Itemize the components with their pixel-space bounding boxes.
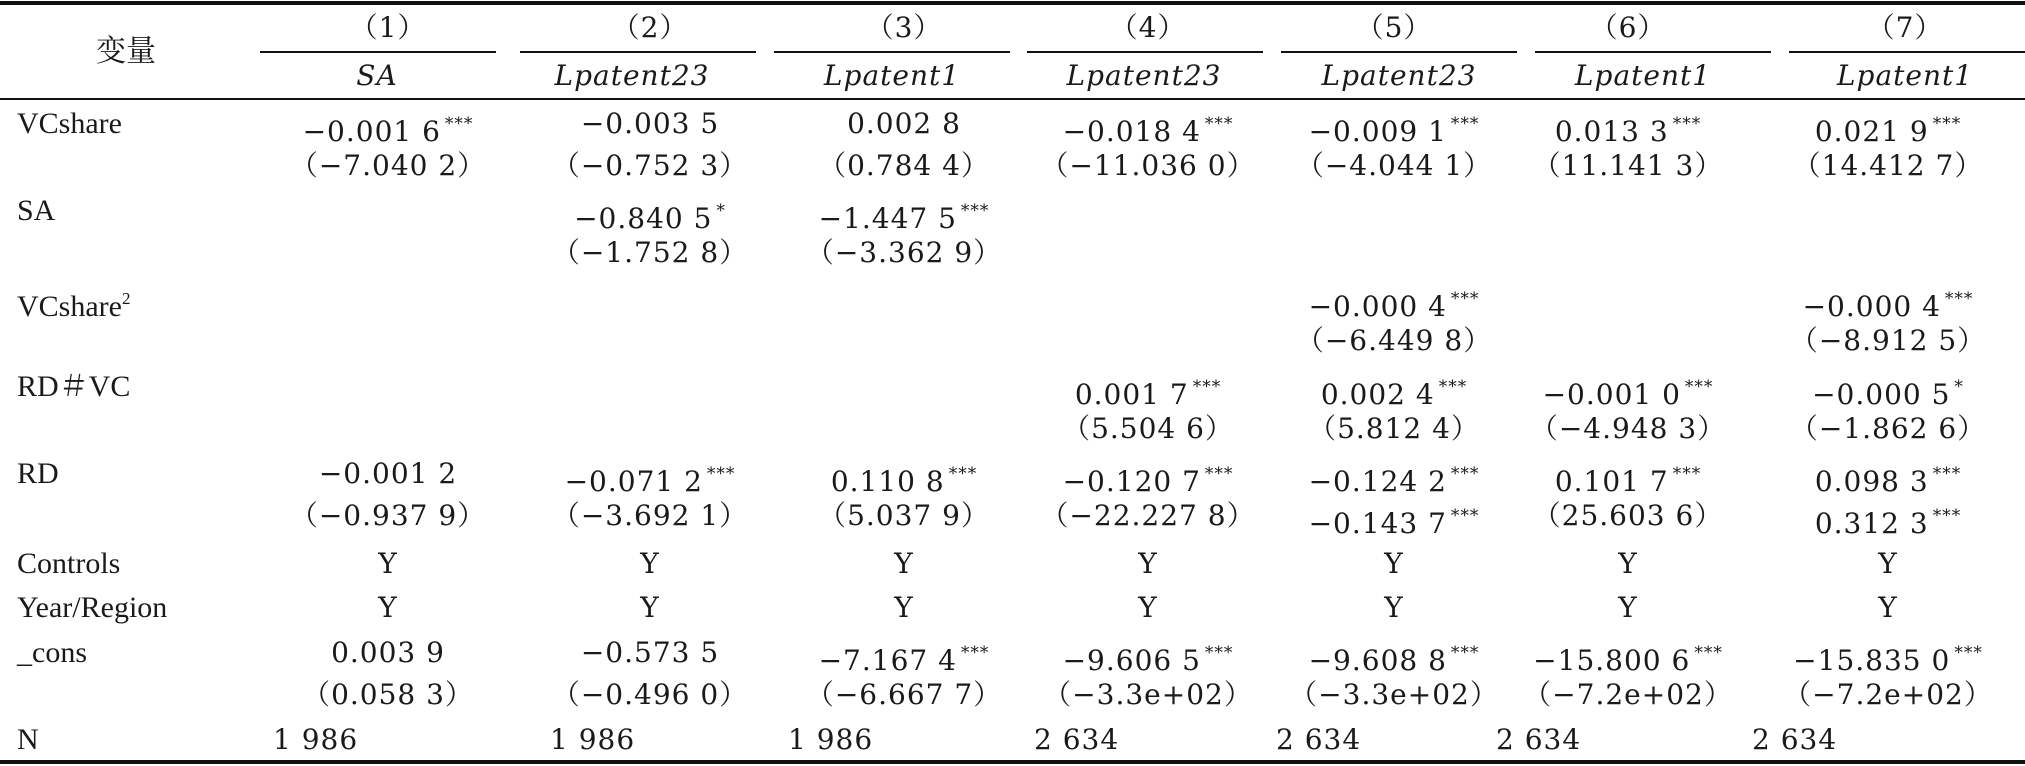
table-cell (640, 590, 659, 626)
cell-value: Y (640, 591, 660, 624)
table-cell (1533, 498, 1724, 534)
row-label (17, 281, 130, 325)
table-cell (1309, 456, 1480, 500)
cell-value: 1 986 (788, 723, 874, 756)
dependent-variable-3: Lpatent1 (823, 59, 961, 92)
table-cell (1309, 281, 1480, 325)
table-cell (1533, 635, 1723, 679)
table-cell (1530, 411, 1726, 447)
cell-value: −1.447 5 (818, 202, 957, 235)
column-underline-6 (1535, 51, 1771, 53)
dependent-variable-6: Lpatent1 (1574, 59, 1712, 92)
table-cell (806, 677, 1002, 713)
table-cell (819, 635, 990, 679)
significance-stars: *** (1450, 464, 1480, 484)
cell-value: （0.058 3） (302, 678, 474, 711)
dependent-variable-2: Lpatent23 (554, 59, 710, 92)
row-label-text: N (17, 723, 39, 756)
table-cell (1034, 722, 1119, 758)
column-number-2: （2） (611, 11, 689, 44)
table-cell (1062, 411, 1234, 447)
significance-stars: *** (1450, 643, 1480, 663)
cell-value: Y (1138, 547, 1158, 580)
cell-value: （−22.227 8） (1040, 499, 1256, 532)
cell-value: （5.812 4） (1308, 412, 1480, 445)
header-rule (0, 98, 2025, 100)
cell-value: −0.018 4 (1062, 115, 1201, 148)
column-underline-7 (1789, 51, 2025, 53)
cell-value: 0.110 8 (830, 465, 945, 498)
table-cell (1752, 722, 1837, 758)
bottom-rule (0, 760, 2025, 764)
table-cell (1276, 722, 1361, 758)
cell-value: −0.003 5 (580, 107, 720, 140)
cell-value: −0.000 5 (1812, 378, 1951, 411)
significance-stars: *** (1204, 464, 1234, 484)
cell-value: 1 986 (550, 723, 636, 756)
table-cell (1043, 677, 1253, 713)
significance-stars: *** (1944, 289, 1974, 309)
cell-value: （−0.752 3） (551, 149, 749, 182)
cell-value: （5.504 6） (1062, 412, 1234, 445)
significance-stars: *** (1954, 643, 1983, 663)
row-label (17, 193, 55, 229)
column-number-3: （3） (865, 11, 943, 44)
table-cell (273, 722, 358, 758)
table-cell (378, 546, 397, 582)
cell-value: 1 986 (273, 723, 359, 756)
table-cell (818, 148, 990, 184)
cell-value: （−6.449 8） (1295, 324, 1493, 357)
column-underline-1 (260, 51, 496, 53)
table-cell (1803, 281, 1974, 325)
column-underline-2 (520, 51, 756, 53)
table-cell (552, 677, 748, 713)
table-cell (1040, 148, 1255, 184)
cell-value: （−1.752 8） (551, 236, 749, 269)
cell-value: −0.001 0 (1542, 378, 1681, 411)
cell-value: 0.002 4 (1320, 378, 1435, 411)
cell-value: （−7.040 2） (289, 149, 487, 182)
cell-value: （−11.036 0） (1040, 149, 1256, 182)
table-cell (847, 106, 961, 142)
table-cell (818, 498, 990, 534)
cell-value: −15.835 0 (1793, 644, 1951, 677)
significance-stars: *** (1438, 377, 1468, 397)
table-cell (574, 193, 726, 237)
cell-value: （0.784 4） (818, 149, 990, 182)
table-cell (1296, 148, 1492, 184)
table-cell (1815, 498, 1961, 542)
table-cell (1075, 369, 1221, 413)
cell-value: −0.573 5 (580, 636, 720, 669)
table-cell (1618, 590, 1637, 626)
significance-stars: *** (960, 643, 990, 663)
cell-value: 0.098 3 (1814, 465, 1929, 498)
significance-stars: *** (948, 464, 978, 484)
significance-stars: *** (1932, 114, 1962, 134)
cell-value: −0.143 7 (1308, 507, 1447, 540)
row-label (17, 369, 130, 405)
table-cell (1783, 677, 1993, 713)
cell-value: 0.312 3 (1814, 507, 1929, 540)
significance-stars: * (1954, 377, 1964, 397)
cell-value: 2 634 (1752, 723, 1838, 756)
table-cell (550, 722, 635, 758)
table-cell (1309, 635, 1480, 679)
cell-value: −7.167 4 (818, 644, 957, 677)
row-label-text: _cons (17, 636, 87, 669)
table-cell (1384, 546, 1403, 582)
table-cell (552, 148, 748, 184)
table-cell (1815, 106, 1961, 150)
cell-value: 0.021 9 (1814, 115, 1929, 148)
table-cell (894, 590, 913, 626)
cell-value: −9.606 5 (1062, 644, 1201, 677)
significance-stars: *** (1932, 506, 1962, 526)
cell-value: （−8.912 5） (1789, 324, 1987, 357)
cell-value: （−7.2e+02） (1523, 678, 1733, 711)
table-cell (1496, 722, 1581, 758)
row-label-superscript: 2 (121, 289, 131, 308)
cell-value: −0.001 6 (302, 115, 441, 148)
cell-value: 2 634 (1034, 723, 1120, 756)
table-cell (378, 590, 397, 626)
cell-value: （−4.044 1） (1295, 149, 1493, 182)
significance-stars: *** (1204, 643, 1234, 663)
table-cell (831, 456, 977, 500)
table-cell (1793, 148, 1984, 184)
cell-value: Y (1384, 547, 1404, 580)
cell-value: −0.840 5 (574, 202, 713, 235)
cell-value: （25.603 6） (1532, 499, 1724, 532)
row-label (17, 106, 122, 142)
cell-value: −0.000 4 (1802, 290, 1941, 323)
cell-value: Y (1138, 591, 1158, 624)
cell-value: Y (378, 547, 398, 580)
cell-value: 0.101 7 (1554, 465, 1669, 498)
cell-value: Y (1878, 591, 1898, 624)
table-cell (1308, 411, 1480, 447)
table-cell (302, 677, 474, 713)
table-cell (1523, 677, 1733, 713)
table-cell (640, 546, 659, 582)
row-label (17, 590, 167, 626)
significance-stars: * (716, 201, 726, 221)
cell-value: Y (1618, 591, 1638, 624)
cell-value: 0.003 9 (331, 636, 445, 669)
significance-stars: *** (1672, 464, 1702, 484)
table-cell (1138, 590, 1157, 626)
table-cell (565, 456, 736, 500)
table-cell (1309, 106, 1480, 150)
significance-stars: *** (960, 201, 990, 221)
top-rule (0, 1, 2025, 5)
significance-stars: *** (1204, 114, 1234, 134)
cell-value: 2 634 (1276, 723, 1362, 756)
cell-value: 0.001 7 (1074, 378, 1189, 411)
dependent-variable-4: Lpatent23 (1066, 59, 1222, 92)
cell-value: （−7.2e+02） (1783, 678, 1993, 711)
table-cell (1812, 369, 1964, 413)
cell-value: Y (1878, 547, 1898, 580)
dependent-variable-5: Lpatent23 (1321, 59, 1477, 92)
column-underline-3 (774, 51, 1010, 53)
variable-header: 变量 (96, 34, 156, 69)
table-cell (1289, 677, 1499, 713)
row-label (17, 546, 120, 582)
table-cell (331, 635, 445, 671)
dependent-variable-7: Lpatent1 (1836, 59, 1974, 92)
cell-value: Y (378, 591, 398, 624)
column-number-4: （4） (1109, 11, 1187, 44)
row-label-text: VCshare (17, 107, 122, 140)
row-label-text: VCshare (17, 290, 122, 323)
significance-stars: *** (1684, 377, 1714, 397)
table-cell (1138, 546, 1157, 582)
significance-stars: *** (1450, 114, 1480, 134)
column-number-7: （7） (1866, 11, 1944, 44)
significance-stars: *** (1450, 506, 1480, 526)
cell-value: （−0.496 0） (551, 678, 749, 711)
column-underline-5 (1281, 51, 1517, 53)
table-cell (1321, 369, 1467, 413)
cell-value: −0.000 4 (1308, 290, 1447, 323)
table-cell (1790, 411, 1986, 447)
row-label-text: SA (17, 194, 56, 227)
table-cell (290, 498, 486, 534)
table-cell (1555, 456, 1701, 500)
table-cell (1878, 590, 1897, 626)
significance-stars: *** (444, 114, 474, 134)
cell-value: −0.009 1 (1308, 115, 1447, 148)
cell-value: Y (894, 591, 914, 624)
cell-value: （−3.692 1） (551, 499, 749, 532)
table-cell (1555, 106, 1701, 150)
cell-value: −15.800 6 (1533, 644, 1691, 677)
cell-value: Y (1384, 591, 1404, 624)
cell-value: 0.013 3 (1554, 115, 1669, 148)
table-cell (1815, 456, 1961, 500)
row-label-text: Year/Region (17, 591, 168, 624)
row-label-text: RD (17, 457, 59, 490)
table-cell (1384, 590, 1403, 626)
cell-value: −9.608 8 (1308, 644, 1447, 677)
significance-stars: *** (706, 464, 736, 484)
row-label-text: RD＃VC (17, 370, 131, 403)
table-cell (581, 635, 719, 671)
table-cell (1543, 369, 1714, 413)
table-cell (819, 193, 990, 237)
cell-value: （−3.362 9） (805, 236, 1003, 269)
cell-value: −0.120 7 (1062, 465, 1201, 498)
table-cell (1063, 106, 1234, 150)
cell-value: −0.001 2 (318, 457, 458, 490)
cell-value: （−6.667 7） (805, 678, 1003, 711)
table-cell (788, 722, 873, 758)
table-cell (1309, 498, 1480, 542)
cell-value: （−0.937 9） (289, 499, 487, 532)
table-cell (581, 106, 719, 142)
column-number-1: （1） (349, 11, 427, 44)
cell-value: −0.124 2 (1308, 465, 1447, 498)
table-cell (1878, 546, 1897, 582)
column-number-5: （5） (1355, 11, 1433, 44)
cell-value: （−1.862 6） (1789, 412, 1987, 445)
table-cell (1793, 635, 1983, 679)
significance-stars: *** (1932, 464, 1962, 484)
significance-stars: *** (1192, 377, 1222, 397)
table-cell (806, 235, 1002, 271)
table-cell (290, 148, 486, 184)
cell-value: （11.141 3） (1532, 149, 1724, 182)
cell-value: （−3.3e+02） (1043, 678, 1253, 711)
table-cell (319, 456, 457, 492)
cell-value: （−3.3e+02） (1289, 678, 1499, 711)
cell-value: Y (1618, 547, 1638, 580)
significance-stars: *** (1694, 643, 1723, 663)
table-cell (1040, 498, 1255, 534)
row-label (17, 456, 59, 492)
significance-stars: *** (1672, 114, 1702, 134)
column-number-6: （6） (1589, 11, 1667, 44)
cell-value: Y (894, 547, 914, 580)
significance-stars: *** (1450, 289, 1480, 309)
table-cell (552, 498, 748, 534)
column-underline-4 (1027, 51, 1263, 53)
cell-value: （14.412 7） (1792, 149, 1984, 182)
cell-value: 0.002 8 (847, 107, 961, 140)
table-cell (303, 106, 474, 150)
cell-value: 2 634 (1496, 723, 1582, 756)
row-label-text: Controls (17, 547, 121, 580)
table-cell (1063, 456, 1234, 500)
cell-value: Y (640, 547, 660, 580)
row-label (17, 722, 39, 758)
cell-value: −0.071 2 (564, 465, 703, 498)
table-cell (894, 546, 913, 582)
table-cell (1533, 148, 1724, 184)
table-cell (1618, 546, 1637, 582)
table-cell (552, 235, 748, 271)
table-cell (1296, 323, 1492, 359)
dependent-variable-1: SA (356, 59, 398, 92)
table-cell (1063, 635, 1234, 679)
cell-value: （−4.948 3） (1529, 412, 1727, 445)
cell-value: （5.037 9） (818, 499, 990, 532)
table-cell (1790, 323, 1986, 359)
row-label (17, 635, 87, 671)
